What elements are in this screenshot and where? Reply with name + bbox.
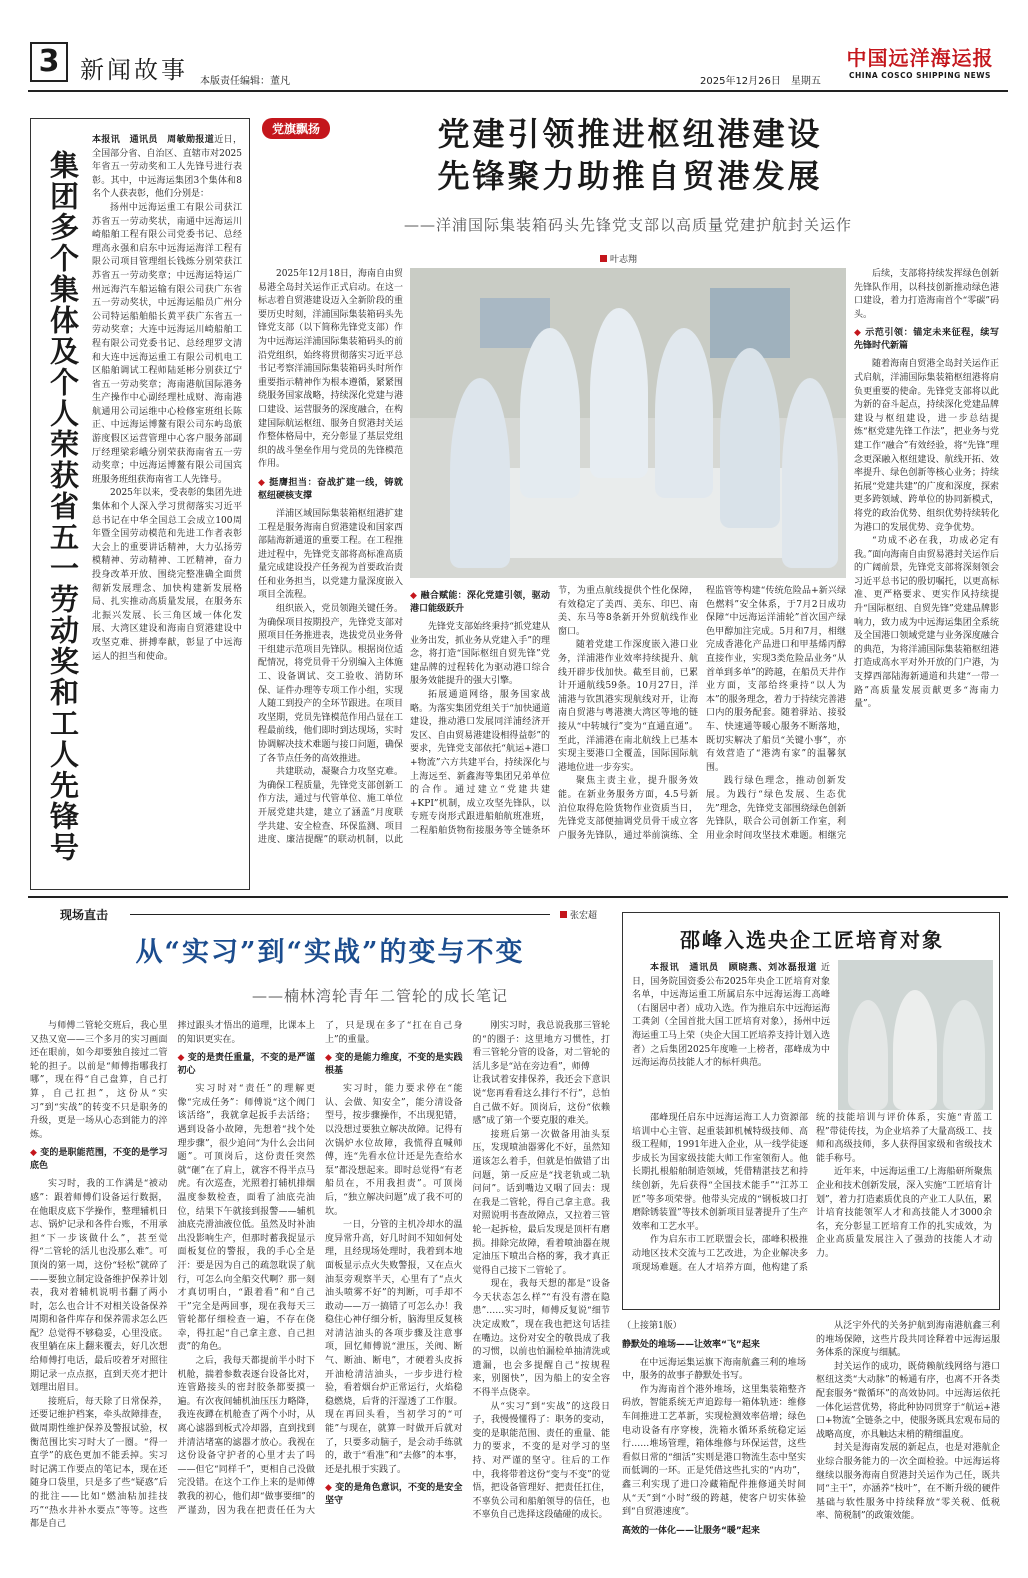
bottom-p2b: 实习时对“责任”的理解更像“完成任务”：师傅说“这个阀门该活络”，我就拿起扳手去活络；遇到设备小故障，先想着“找个处理步骤”，很少追问“为什么会出问题”。可顶岗后，这份责任突然就“砸”在了肩上，就容不得半点马虎。有次巡查，光照着打辅机排烟温度参数检查，面看了油底壳油位，结果下午就接到报警——辅机油底壳滑油液位低。虽然及时补油出没影响生产，但那时蓄我捉显示面板复位的警报，我的手心全是汗：要是因为自己的疏忽耽误了航行，可怎么向全船交代啊？那一刻才真切明白，“跟着看”和“自己干”完全是两回事，现在我每天三管轮都仔细检查一遍，不存在侥幸，得扛起“自己拿主意、自己担责”的角色。 [177, 1084, 315, 1353]
top-col-5 [854, 268, 999, 850]
continued-subhead-1: 静默处的堆场——让效率“飞”起来 [622, 1339, 760, 1350]
top-c3d: 随着海南自贸港全岛封关运作正式启航，洋浦国际集装箱枢纽港将肩负更重要的使命。先锋党支部将以此为新的奋斗起点，持续深化党建品牌建设与枢纽建设，进一步总结提炼“枢党建先锋工作法”，把业务与党建工作“融合”有效经验，将“先锋”理念更深融入枢纽建设、航线开拓、效率提升、绿色创新等核心业务；持续拓展“党建共建”的广度和深度，探索更多跨领域、跨单位的协同新模式，将党的政治优势、组织优势持续转化为港口的发展优势、竞争优势。 [854, 359, 999, 533]
continued-p3: 从泛宇外代的关务护航到海南港航鑫三利的堆场保障，这些片段共同诠释着中远海运服务体系的深度与细腻。 [816, 1321, 1000, 1359]
top-c3c: 后续，支部将持续发挥绿色创新先锋队作用，以科技创新推动绿色港口建设，着力打造海南首个“零碳”码头。 [854, 269, 999, 320]
top-subhead-2: ◆ 融合赋能：深化党建引领，驱动港口能级跃升 [410, 591, 550, 614]
bottom-p3b: 一日，分管的主机冷却水的温度异常升高，好几时间不知如何处理，且经现场处理时，我着到本地面板显示点火失败警报，又在点火油泵旁观察半天，心里有了“点火油头喷雾不好”的判断，可手却不敢动——万一搞错了可怎么办！我稳住心神仔细分析，脑海里反复核对清洁油头的各项步骤及注意事项，回忆师傅说“泄压，关阀、断气、断油、断电”，才硬着头皮拆开油枪清洁油头，一步步进行检验，看着烟台炉正常运行，火焰稳稳燃烧，后背的汗湿透了工作服。现在再回头看，当初学习的“可能”与现在，就算一时做开后就对了，只要多动脑子，是会动手练就的，敢于“看准”和“去修”的本事，还是扎根于实践了。 [325, 1220, 463, 1475]
bottom-p4d: 从“实习”到“实战”的这段日子，我慢慢懂得了：职务的变动，变的是职能范围、责任的重量、能力的要求，不变的是对学习的坚持、对严谨的坚守。往后的工作中，我将带着这份“变与不变”的觉悟，把设备管理好、把责任扛住，不辜负公司和船舶领导的信任，也不辜负自己选择这段磕碰的成长。 [472, 1401, 610, 1521]
bottom-author: 张宏超 [560, 908, 597, 921]
editor-line: 本版责任编辑：董凡 [200, 76, 290, 87]
left-article-body [92, 134, 242, 884]
top-subhead-3: ◆ 示范引领：锚定未来征程，续写先锋时代新篇 [854, 328, 999, 352]
top-subtitle: ——洋浦国际集装箱码头先锋党支部以高质量党建护航封关运作 [403, 216, 852, 234]
left-p1: 近日，全国部分省、自治区、直辖市对2025年省五一劳动奖和工人先锋号进行表彰。其中，中远海运集团3个集体和8名个人获表彰，他们分别是： [92, 135, 242, 200]
continued-p2: 作为海南首个港外堆场，这里集装箱整齐码放，智能系统无声追踪每一箱体轨迹：维修车间推进工艺革新，实现检测效率倍增；绿色电动设备有序穿梭，洗箱水循环系统稳定运行……堆场管理，箱体维修与环保运营，这些看似日常的“细活”实则是港口物流生态中坚实而低调的一环。正是凭借这些扎实的“内功”，鑫三利实现了进口冷藏箱配件推修通关时间从“天”到“小时”级的跨越，使客户切实体验到“自贸港速度”。 [622, 1384, 806, 1518]
bottom-article-body [30, 1020, 610, 1572]
craftsman-p3: 作为启东市工匠联盟会长，邵峰积极推动地区技术交流与工艺改进，为企业解决多项现场难题。在人才培养方面，他构建了系统的技能培训与评价体系，实施“青蓝工程”带徒传技，为企业培养了大量高级工、技师和高级技师，多人获得国家级和省级技术能手称号。 [632, 1113, 992, 1273]
craftsman-p2: 邵峰现任启东中远海运海工人力资源部培训中心主管、起重装卸机械特级技师、高级工程师，1991年进入企业，从一线学徒逐步成长为国家级技能大师工作室领衔人。他长期扎根船舶制造领域，凭借精湛技艺和持续创新，先后获得“全国技术能手”“江苏工匠”等多项荣誉。他带头完成的“钢板坡口打磨除锈装置”等技术创新项目显著提升了生产效率和工艺水平。 [632, 1113, 808, 1232]
top-col-1 [258, 268, 403, 848]
header-rule [28, 90, 1008, 92]
bottom-p3a: 实习时，能力要求停在“能认、会做、知安全”，能分清设备型号，按步骤操作，不出现犯错，以没想过要独立解决故障。记得有次锅炉水位故障，我慌得直喊师傅，连“先看水位计还是先查给水泵”都没想起来。即时总觉得“有老船员在，不用我担责”。可顶岗后，“独立解决问题”成了我不可的坎。 [325, 1084, 463, 1217]
left-article-title: 集团多个集体及个人荣获省五一劳动奖和工人先锋号 [46, 150, 80, 863]
bottom-p3c: 刚实习时，我总说我那三管轮的“的圈子：这里地方习惯性，打看三管轮分管的设备，对二管轮的活儿多是“站在旁边看”，师傅 [472, 1021, 610, 1072]
craftsman-p1: 本报讯 通讯员 顾晓燕、刘冰磊报道 近日，国务院国资委公布2025年央企工匠培育对象名单，中远海运重工所属启东中远海运海工高峰（右图居中者）成功入选。作为推启东中远海运海工龚剑（全国首批大国工匠培育对象），扬州中远海运重工马上荣（央企大国工匠培养支持计划入选者）之后集团2025年度唯一上榜者，邵峰成为中远海运海员技能人才的标杆典范。 [632, 963, 830, 1069]
bottom-p1: 与师傅二管轮交班后，我心里又热又宽——三个多月的实习画面还在眼前，如今却要独自接过二管轮的担子。以前是“师傅指哪我打哪”，现在得“自己盘算，自己打算，自己扛担”，这份从“实习”到“实战”的转变不只是职务的升级，更是一场从心态到能力的淬炼。 [30, 1021, 168, 1140]
bottom-p1b: 实习时，我的工作满是“被动感”：跟着师傅们设备运行数据，在他眼皮底下学操作，整理辅机日志、锅炉记录和各件台账，不用承担“下一步该做什么”，甚至觉得“二管轮的活儿也没那么难”。可顶岗的第一周，这份“轻松”就碎了——要独立制定设备维护保养计划表，我对着辅机说明书翻了两小时，怎么也合计不对相关设备保养周期和备件库存和保养需求怎么匹配？总觉得不够稳妥，心里没底。夜里躺在床上翻来覆去，好几次想给师傅打电话，最后咬着牙对照往期记录一点点抠，直到天亮才把计划理出眉目。 [30, 1179, 168, 1394]
issue-date: 2025年12月26日 星期五 [700, 76, 821, 87]
bottom-p2c: 之后，我每天都提前半小时下机舱，揣着参数表逐台设备比对，连管路接头的密封胶条都要摸一遍。有次夜间辅机油压压力略降，我连夜蹲在机舱查了两个小时，从离心滤器到板式冷却器，直到找到并清洁堵塞的滤器才放心。我视在这份设备守护者的心里才去了吗——但它“同样千”，更相自己没做完没错。在这个工作上来的是师傅教我的初心，他们却“做事要细”的严谨劲，因为我在把责任任为大了，只是现在多了“扛在自己身上”的重量。 [177, 1021, 463, 1516]
continued-p1: 在中远海运集运旗下海南航鑫三利的堆场中，服务的故事子静默处书写。 [622, 1357, 806, 1382]
bottom-subhead-4: ◆ 变的是角色意识，不变的是安全坚守 [325, 1483, 463, 1507]
top-c2b: 拓展通道网络，服务国家战略。为落实集团党组关于“加快通道建设，推动港口发展同洋浦经济开发区、自由贸易港建设相得益彰”的要求，先锋党支部依托“航运+港口+物流”六方共建平台，持续深化与上海远至、新鑫海等集团兄弟单位的合作。通过建立“党建共建+KPI”机制，成立攻坚先锋队，以专班专岗形式跟进船舶航班准班，二程船舶货物衔接服务等全链条环节，为重点航线提供个性化保障，有效稳定了美西、美东、印巴、南美、东马等8条新开外贸航线作业窗口。 [410, 586, 698, 836]
continued-head: （上接第1版） [622, 1321, 682, 1331]
craftsman-body [632, 1112, 992, 1304]
left-byline: 本报讯 通讯员 周敏勋报道 [92, 135, 215, 145]
top-c3e: “功成不必在我，功成必定有我。”面向海南自由贸易港封关运作后的广阔前景，先锋党支部将深刻领会习近平总书记的殷切嘱托，以更高标准、更严格要求、更实作风持续提升“国际枢纽、自贸先锋”党建品牌影响力，致力成为中远海运集团全系统及全国港口领域党建与业务深度融合的典范，为将洋浦国际集装箱枢纽港打造成高水平对外开放的门户港，为支撑西部陆海新通道和共建“一带一路”高质量发展贡献更多“海南力量”。 [854, 536, 999, 710]
section-title: 新闻故事 [80, 56, 188, 84]
top-c1c: 组织嵌入，党员领跑关键任务。为确保项目按期投产，先锋党支部对照项目任务推进表，选拔党员业务骨干组建示范项目先锋队。根据岗位适配情况，将党员骨干分别编入主体施工、设备调试、交工验收、消防环保、证件办理等专项工作小组，实现人随工到投产的全环节跟进。在项目攻坚期，党员先锋模范作用凸显在工程最前线，他们即时到达现场，实时协调解决技术难题与接口问题，确保了各节点任务的高效推进。 [258, 604, 403, 764]
tag-on-site: 现场直击 [60, 908, 109, 922]
continued-p4: 封关运作的成功，既倚赖航线网络与港口枢纽这类“大动脉”的畅通有序，也离不开各类配套服务“微循环”的高效协同。中远海运依托一体化运营优势，将此种协同贯穿于“航运+港口+物流”全链条之中，使服务既具宏观布局的战略高度，亦具触达末梢的精细温度。 [816, 1361, 1000, 1440]
bottom-title: 从“实习”到“实战”的变与不变 [135, 937, 525, 968]
top-c2: 先锋党支部始终秉持“抓党建从业务出发，抓业务从党建入手”的理念，将打造“国际枢纽自贸先锋”党建品牌的过程转化为驱动港口综合服务效能提升的强大引擎。 [410, 622, 550, 687]
continued-subhead-2: 高效的一体化——让服务“暖”起来 [622, 1525, 760, 1536]
logo-english: CHINA COSCO SHIPPING NEWS [849, 71, 991, 80]
bottom-p1c: 接班后，每天除了日常保养，还要记维护档案，牵头故障排查，做周期性维护保养及警报试验，权衡范围比实习时大了一圈。“得一直学”的底色更加不能丢掉。实习时记满工作要点的笔记本，现在还随身口袋里，只是多了些“疑惑”后的批注——比如“燃油粘加挂技巧”“热水井补水要点”等等。这些都是自己 [30, 1396, 168, 1530]
craftsman-p4: 近年来，中远海运重工/上海船研所聚焦企业和技术创新发展，深入实施“工匠培育计划”，着力打造素质优良的产业工人队伍，累计培育技能领军人才和高技能人才3000余名，充分彰显工匠培育工作的扎实成效，为企业高质量发展注入了强劲的技能人才动力。 [816, 1167, 992, 1259]
bottom-p4b: 接班后第一次做备用油头泵压，发现喷油器雾化不好，虽然知道该怎么着手，但就是怕做错了出问题，第一反应是“找老轨或二轨问问”。话到嘴边又咽了回去：现在我是二管轮，得自己拿主意。我对照说明书查故障点，又拉着三管轮一起拆检，最后发现是顶杆有磨损。排除完故障，看着喷油器在规定油压下喷出合格的雾，我才真正觉得自己接下二管轮了。 [472, 1129, 610, 1276]
section-divider [28, 896, 1008, 898]
bottom-subhead-2: ◆ 变的是责任重量，不变的是严谨初心 [177, 1053, 315, 1077]
top-author: 叶志翔 [600, 252, 637, 265]
bottom-subtitle: ——楠林湾轮青年二管轮的成长笔记 [251, 987, 508, 1005]
tag-party-flag: 党旗飘扬 [262, 118, 330, 139]
top-title-line1: 党建引领推进枢纽港建设 [437, 115, 823, 153]
top-c1b: 洋浦区域国际集装箱枢纽港扩建工程是服务海南自贸港建设和国家西部陆海新通道的重要工程。在工程推进过程中，先锋党支部将高标准高质量完成建设投产任务视为首要政治责任和业务担当，以党建力量深度嵌入项目全流程。 [258, 508, 403, 601]
bottom-subhead-3: ◆ 变的是能力维度，不变的是实践根基 [325, 1053, 463, 1077]
craftsman-title: 邵峰入选央企工匠培育对象 [680, 928, 944, 952]
page-number: 3 [30, 42, 68, 82]
top-title-line2: 先锋聚力助推自贸港发展 [437, 157, 823, 195]
on-site-rule [130, 914, 550, 915]
bottom-p2: 摔过跟头才悟出的道理，比课本上的知识更实在。 [177, 1021, 315, 1045]
bottom-p4c: 现在，我每天想的都是“设备今天状态怎么样”“有没有潜在隐患”……实习时，师傅反复说“细节决定成败”，现在我也把这句话挂在嘴边。这份对安全的敬畏成了我的习惯，以前也怕漏检单抽清洗或遗漏，也会多提醒自己“按规程来，别图快”，因为船上的安全容不得半点侥幸。 [472, 1279, 610, 1399]
continued-p5: 封关是海南发展的新起点，也是对港航企业综合服务能力的一次全面检验。中远海运将继续以服务海南自贸港封关运作为己任，既共同“主干”，亦涵养“枝叶”，在不断升级的硬件基础与软性服务中持续释放“零关税、低税率、简税制”的政策效能。 [816, 1443, 1000, 1522]
workers-photo [410, 268, 846, 578]
left-p2: 扬州中远海运重工有限公司获江苏省五一劳动奖状，南通中远海运川崎船舶工程有限公司党委书记、总经理高永强和启东中远海运海洋工程有限公司项目管理组长钱炼分别荣获江苏省五一劳动奖章；中远海运特运广州远海汽车船运输有限公司获广东省五一劳动奖状，中远海运船员广州分公司特运船舶船长黄平获广东省五一劳动奖章；大连中远海运川崎船舶工程有限公司党委书记、总经理罗文清和大连中远海运重工有限公司机电工区船舶调试工程师陆延彬分别获辽宁省五一劳动奖章；海南港航国际港务生产操作中心副经理杜成财、海南港航通用公司运维中心检修室班组长陈正、中远海运博鳌有限公司东屿岛旅游度假区运营管理中心客户服务部副厅经理梁彩峨分别荣获海南省五一劳动奖章；中远海运博鳌有限公司国宾班服务班组获海南省工人先锋号。 [92, 202, 242, 485]
bottom-subhead-1: ◆ 变的是职能范围，不变的是学习底色 [30, 1148, 168, 1172]
top-c1: 2025年12月18日，海南自由贸易港全岛封关运作正式启动。在这一标志着自贸港建设迈入全新阶段的重要历史时刻，洋浦国际集装箱码头先锋党支部（以下简称先锋党支部）作为中远海运洋浦国际集装箱码头的前沿党组织，始终将贯彻落实习近平总书记考察洋浦国际集装箱码头时所作重要指示精神作为根本遵循，紧紧围绕服务国家战略，持续深化党建与港口建设、运营服务的深度融合，在构建国际航运枢纽、服务自贸港封关运作整体格局中，充分彰显了基层党组织的战斗堡垒作用与党员的先锋模范作用。 [258, 269, 403, 470]
top-subhead-1: ◆ 挺膺担当：奋战扩建一线，铸就枢纽硬核支撑 [258, 477, 403, 501]
top-c2c: 随着党建工作深度嵌入港口业务，洋浦港作业效率持续提升、航线开辟步伐加快。截至目前，已累计开通航线59条。10月27日，洋浦港与钦凯港实现航线对开，让海南自贸港与粤港澳大湾区等地的链接从“中转城行”变为“直通直通”。至此，洋浦港在南北航线上已基本实现主要港口全覆盖，国际国际航港地位进一步夯实。 [558, 640, 698, 773]
craftsman-photo [838, 960, 993, 1110]
masthead-logo [830, 42, 1010, 80]
bottom-p4: 让我试着安排保养，我还会下意识说“您再看看这么排行不行”，总怕自己做不好。顶岗后，这份“依赖感”成了第一个要克服的难关。 [472, 1075, 610, 1127]
top-c1d: 共建联动，凝聚合力攻坚克难。为确保工程质量，先锋党支部创新工作方法，通过与代管单位、施工单位开展党建共建，建立了涵盖“月度联学共建、安全检查、环保监测、项目进度、廉洁提醒”的联动机制，以此 [258, 767, 403, 846]
top-col-2-4 [410, 585, 846, 850]
logo-chinese: 中国远洋海运报 [846, 46, 994, 70]
left-p3: 2025年以来，受表彰的集团先进集体和个人深入学习贯彻落实习近平总书记在中华全国总工会成立100周年暨全国劳动模范和先进工作者表彰大会上的重要讲话精神，大力弘扬劳模精神、劳动精神、工匠精神，奋力投身改革开放、围绕完整准确全面贯彻新发展理念、加快构建新发展格局、扎实推动高质量发展，在服务东北振兴发展、长三角区域一体化发展、大湾区建设和海南自贸港建设中攻坚克难、拼搏奉献，彰显了中远海运人的担当和使命。 [92, 488, 242, 662]
top-c3b: 践行绿色理念，推动创新发展。为践行“绿色发展、生态优先”理念，先锋党支部围绕绿色创新先锋队，联合公司创新工作室，利用业余时间攻坚技术难题。相继完 [706, 776, 846, 841]
continued-article [622, 1320, 1000, 1570]
top-c3a: 聚焦主责主业，提升服务效能。在新业务服务方面，4.5号新泊位取得危险货物作业资质当日，先锋党支部便抽调党员骨干成立客户服务先锋队，通过举前演练、全程监管等构建“传统危险品+新兴绿色燃料”安全体系，于7月2日成功保障“中远海运洋浦轮”首次国产绿色甲醇加注完成。5月和7月，相继完成香港化产品进口和甲基烯丙醇直接作业，实现3类危险品业务“从首单到多单”的跨越，在船员天井作业方面，支部给终秉持“以人为本”的服务理念，着力于持续完善港口内的服务配套。随着驿站、接驳车、快速通等暖心服务不断落地，既切实解决了船员“关键小事”，亦有效营造了“港湾有家”的温馨氛围。 [558, 586, 846, 841]
